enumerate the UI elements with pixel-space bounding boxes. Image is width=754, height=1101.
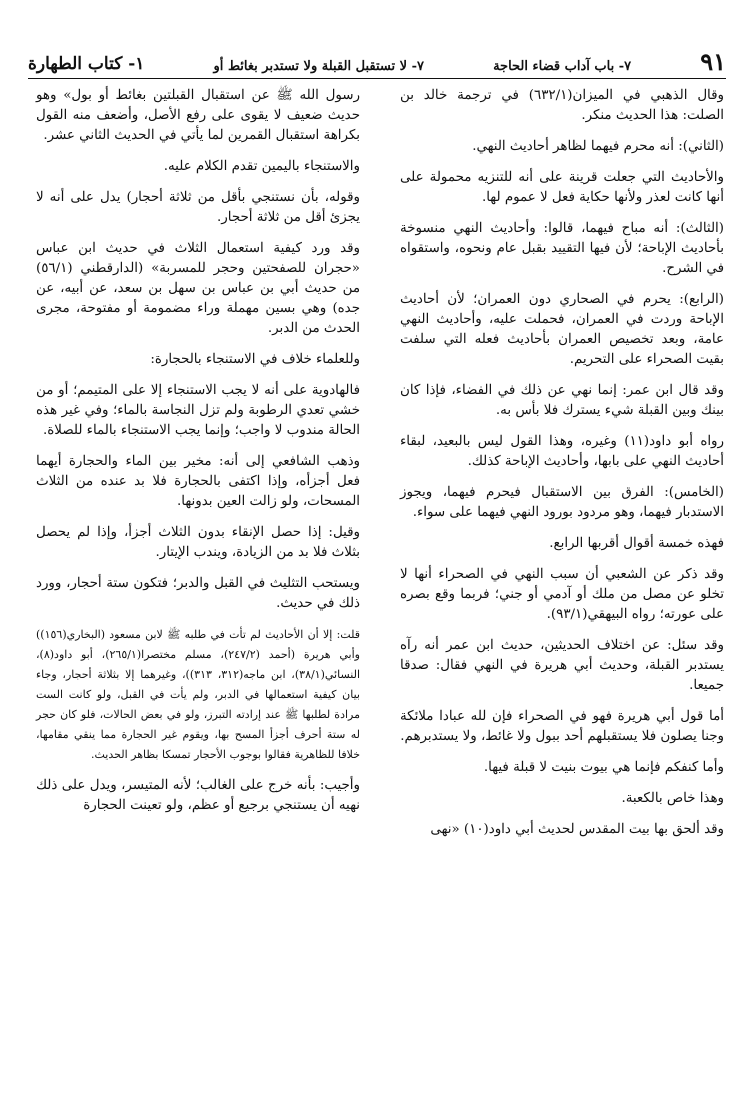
paragraph: وقوله، بأن نستنجي بأقل من ثلاثة أحجار) يدل على أنه لا يجزئ أقل من ثلاثة أحجار. [36,190,360,225]
paragraph: وأما كنفكم فإنما هي بيوت بنيت لا قبلة فيها. [483,760,724,775]
paragraph: (الثاني): أنه محرم فيهما لظاهر أحاديث النهي. [472,139,724,154]
paragraph: وقد ذكر عن الشعبي أن سبب النهي في الصحراء أنها لا تخلو عن مصل من ملك أو آدمي أو جني؛ فربما وقع بصره على عورته؛ رواه البيهقي(٩٣/١). [400,567,724,622]
page-number: ٩١ [700,47,726,76]
paragraph: (الرابع): يحرم في الصحاري دون العمران؛ لأن أحاديث الإباحة وردت في العمران، فحملت عليه، وأحاديث النهي عامة، وبعد تخصيص العمران بأحاديث فعله التي سلفت بقيت الصحراء على التحريم. [400,292,724,367]
paragraph: وهذا خاص بالكعبة. [621,791,724,806]
paragraph: أما قول أبي هريرة فهو في الصحراء فإن لله عبادا ملائكة وجنا يصلون فلا يستقبلهم أحد ببول ولا غائط، ولا يستدبرهم. [400,709,724,744]
paragraph: (الخامس): الفرق بين الاستقبال فيحرم فيهما، ويجوز الاستدبار فيهما، وهو مردود بورود النهي فيهما على سواء. [400,485,724,520]
paragraph: وقد قال ابن عمر: إنما نهي عن ذلك في الفضاء، فإذا كان بينك وبين القبلة شيء يسترك فلا بأس به. [400,383,724,418]
paragraph: وقد ورد كيفية استعمال الثلاث في حديث ابن عباس «حجران للصفحتين وحجر للمسربة» (الدارقطني (٥٦/١) من حديث أبي بن عباس بن سهل بن سعد، عن أبيه، عن جده) وهي بسين مهملة وراء مضمومة أو مفتوحة، مجرى الحدث من الدبر. [36,241,360,336]
paragraph: رواه أبو داود(١١) وغيره، وهذا القول ليس بالبعيد، لبقاء أحاديث النهي على بابها، وأحاديث الإباحة كذلك. [400,434,724,469]
paragraph: والأحاديث التي جعلت قرينة على أنه للتنزيه محمولة على أنها كانت لعذر ولأنها حكاية فعل لا عموم لها. [400,170,724,205]
paragraph: ويستحب التثليث في القبل والدبر؛ فتكون ستة أحجار، وورد ذلك في حديث. [36,576,360,611]
paragraph: (الثالث): أنه مباح فيهما، قالوا: وأحاديث النهي منسوخة بأحاديث الإباحة؛ لأن فيها التقييد بقبل عام ونحوه، واستقواه في الشرح. [400,221,724,276]
paragraph: وأجيب: بأنه خرج على الغالب؛ لأنه المتيسر، ويدل على ذلك نهيه أن يستنجي برجيع أو عظم، ولو تعينت الحجارة [36,778,360,813]
book-title: ١- كتاب الطهارة [28,54,145,74]
paragraph: وذهب الشافعي إلى أنه: مخير بين الماء والحجارة أيهما فعل أجزأه، وإذا اكتفى بالحجارة فلا بد عنده من الثلاث المسحات، ولو زالت العين بدونها. [36,454,360,509]
paragraph: وقال الذهبي في الميزان(٦٣٢/١) في ترجمة خالد بن الصلت: هذا الحديث منكر. [400,88,724,123]
paragraph: والاستنجاء باليمين تقدم الكلام عليه. [163,159,360,174]
section-title: ٧- لا تستقبل القبلة ولا تستدبر بغائط أو [213,59,424,74]
paragraph: فالهادوية على أنه لا يجب الاستنجاء إلا على المتيمم؛ أو من خشي تعدي الرطوبة ولم تزل النجاسة بالماء؛ وفي غير هذه الحالة مندوب لا واجب؛ وإنما يجب الاستنجاء بالماء للصلاة. [36,383,360,438]
paragraph: وقيل: إذا حصل الإنقاء بدون الثلاث أجزأ، وإذا لم يحصل بثلاث فلا بد من الزيادة، ويندب الإيتار. [36,525,360,560]
chapter-title: ٧- باب آداب قضاء الحاجة [493,59,632,74]
paragraph: رسول الله ﷺ عن استقبال القبلتين بغائط أو بول» وهو حديث ضعيف لا يقوى على رفع الأصل، وأضعف منه القول بكراهة استقبال القمرين لما يأتي في الحديث الثاني عشر. [36,88,360,143]
paragraph: قلت: إلا أن الأحاديث لم تأت في طلبه ﷺ لابن مسعود (البخاري(١٥٦)) وأبي هريرة (أحمد (٢٤٧/٢)، مسلم مختصرا(٢٦٥/١)، أبو داود(٨)، النسائي(٣٨/١)، ابن ماجه(٣١٢، ٣١٣))، وغيرهما إلا بثلاثة أحجار، وجاء بيان كيفية استعمالها في الدبر، ولم يأت في القبل، ولو كانت الست مرادة لطلبها ﷺ عند إرادته التبرز، ولو في بعض الحالات، فلو كان حجر له ستة أحرف أجزأ المسح بها، ويقوم غير الحجارة مما ينقي مقامها، خلافا للظاهرية فقالوا بوجوب الأحجار تمسكا بظاهر الحديث. [36,628,361,761]
right-column [400,86,724,1086]
paragraph: فهذه خمسة أقوال أقربها الرابع. [549,536,724,551]
left-column [36,86,360,1086]
paragraph: وقد ألحق بها بيت المقدس لحديث أبي داود(١٠) «نهى [430,822,724,837]
paragraph: وقد سئل: عن اختلاف الحديثين، حديث ابن عمر أنه رآه يستدبر القبلة، وحديث أبي هريرة في النهي فقال: صدقا جميعا. [400,638,724,693]
paragraph: وللعلماء خلاف في الاستنجاء بالحجارة: [150,352,360,367]
page-header [28,44,726,79]
